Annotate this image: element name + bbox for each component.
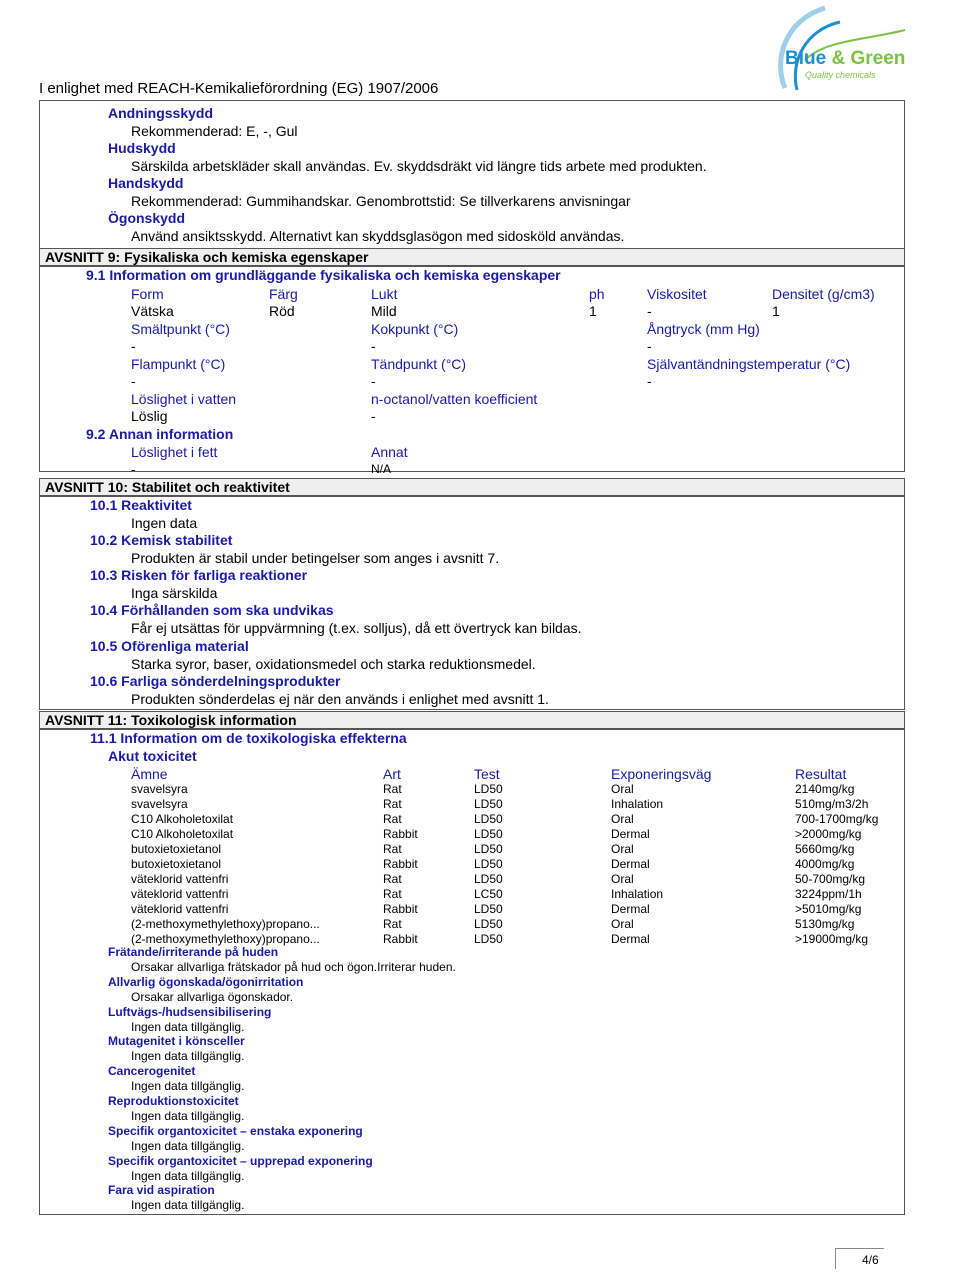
tox-cell-species: Rat xyxy=(383,887,402,901)
section-9-title: AVSNITT 9: Fysikaliska och kemiska egenskaper xyxy=(45,249,369,265)
tox-cell-result: 2140mg/kg xyxy=(795,782,855,796)
regulation-header: I enlighet med REACH-Kemikalieförordning (EG) 1907/2006 xyxy=(39,80,439,97)
tox-cell-substance: väteklorid vattenfri xyxy=(131,887,229,901)
s10-item-text: Starka syror, baser, oxidationsmedel och starka reduktionsmedel. xyxy=(131,656,536,672)
tox-cell-route: Oral xyxy=(611,782,634,796)
tox-effect-text: Ingen data tillgänglig. xyxy=(131,1109,245,1123)
logo-ampersand: & xyxy=(831,48,846,69)
tox-cell-result: 3224ppm/1h xyxy=(795,887,862,901)
s9-v-smalt: - xyxy=(131,338,136,354)
tox-effect-text: Orsakar allvarliga ögonskador. xyxy=(131,989,294,1004)
tox-cell-route: Dermal xyxy=(611,902,650,916)
tox-effect-text: Ingen data tillgänglig. xyxy=(131,1138,245,1153)
tox-cell-route: Oral xyxy=(611,917,634,931)
tox-col-route: Exponeringsväg xyxy=(611,766,712,782)
tox-cell-result: 510mg/m3/2h xyxy=(795,797,869,811)
tox-cell-route: Dermal xyxy=(611,827,650,841)
tox-cell-route: Inhalation xyxy=(611,887,664,901)
tox-effect-title: Cancerogenitet xyxy=(108,1064,196,1079)
s9-h-kok: Kokpunkt (°C) xyxy=(371,321,459,337)
s9-h-angtryck: Ångtryck (mm Hg) xyxy=(647,321,760,337)
tox-cell-test: LD50 xyxy=(474,797,503,811)
tox-cell-route: Inhalation xyxy=(611,797,664,811)
tox-effect-text: Ingen data tillgänglig. xyxy=(131,1198,245,1213)
s9-h-ph: ph xyxy=(589,286,605,302)
logo-subtitle: Quality chemicals xyxy=(805,70,876,80)
tox-effect-title: Reproduktionstoxicitet xyxy=(108,1094,239,1108)
tox-cell-species: Rat xyxy=(383,917,402,931)
s9-h-sjalv: Självantändningstemperatur (°C) xyxy=(647,356,851,372)
tox-cell-species: Rat xyxy=(383,872,402,886)
tox-cell-substance: C10 Alkoholetoxilat xyxy=(131,827,234,841)
s9-v-oct: - xyxy=(371,408,376,424)
tox-effect-text: Orsakar allvarliga frätskador på hud och ögon.Irriterar huden. xyxy=(131,960,456,974)
s10-item-title: 10.1 Reaktivitet xyxy=(90,497,192,513)
tox-cell-result: 700-1700mg/kg xyxy=(795,812,879,826)
s10-item-text: Produkten sönderdelas ej när den används i enlighet med avsnitt 1. xyxy=(131,691,549,707)
s10-item-title: 10.4 Förhållanden som ska undvikas xyxy=(90,602,334,618)
tox-effect-title: Luftvägs-/hudsensibilisering xyxy=(108,1004,272,1019)
tox-effect-title: Allvarlig ögonskada/ögonirritation xyxy=(108,974,304,989)
tox-col-species: Art xyxy=(383,766,401,782)
s10-item-title: 10.5 Oförenliga material xyxy=(90,638,249,654)
tox-cell-route: Dermal xyxy=(611,932,650,946)
tox-cell-substance: butoxietoxietanol xyxy=(131,842,222,856)
eye-title: Ögonskydd xyxy=(108,210,186,226)
s9-v-farg: Röd xyxy=(269,303,295,319)
tox-cell-species: Rabbit xyxy=(383,827,418,841)
s9-v-dens: 1 xyxy=(772,303,780,319)
tox-cell-test: LC50 xyxy=(474,887,503,901)
s11-sub: 11.1 Information om de toxikologiska effekterna xyxy=(90,730,407,746)
logo-word-green: Green xyxy=(850,48,906,69)
tox-cell-route: Dermal xyxy=(611,857,650,871)
s9-v-lukt: Mild xyxy=(371,303,397,319)
tox-cell-test: LD50 xyxy=(474,932,503,946)
tox-effect-title: Frätande/irriterande på huden xyxy=(108,945,279,959)
s9-h-fett: Löslighet i fett xyxy=(131,444,218,460)
tox-cell-substance: (2-methoxymethylethoxy)propano... xyxy=(131,932,320,946)
s10-item-text: Får ej utsättas för uppvärmning (t.ex. solljus), då ett övertryck kan bildas. xyxy=(131,620,582,636)
tox-cell-route: Oral xyxy=(611,842,634,856)
tox-effect-text: Ingen data tillgänglig. xyxy=(131,1079,245,1094)
tox-cell-result: 50-700mg/kg xyxy=(795,872,866,886)
tox-effect-title: Mutagenitet i könsceller xyxy=(108,1034,245,1049)
company-logo xyxy=(765,0,925,95)
tox-cell-species: Rat xyxy=(383,782,402,796)
tox-col-substance: Ämne xyxy=(131,766,168,782)
tox-cell-result: 4000mg/kg xyxy=(795,857,855,871)
section-11-title: AVSNITT 11: Toxikologisk information xyxy=(45,712,297,728)
skin-title: Hudskydd xyxy=(108,140,176,156)
page-number: 4/6 xyxy=(862,1253,879,1267)
tox-cell-substance: C10 Alkoholetoxilat xyxy=(131,812,234,826)
tox-effect-title: Fara vid aspiration xyxy=(108,1183,215,1198)
tox-cell-route: Oral xyxy=(611,872,634,886)
tox-cell-test: LD50 xyxy=(474,872,503,886)
s10-item-text: Ingen data xyxy=(131,515,198,531)
tox-cell-substance: väteklorid vattenfri xyxy=(131,902,229,916)
s9-h-lukt: Lukt xyxy=(371,286,398,302)
s9-h-visk: Viskositet xyxy=(647,286,707,302)
breath-title: Andningsskydd xyxy=(108,105,214,121)
s9-v-kok: - xyxy=(371,338,376,354)
tox-cell-result: 5660mg/kg xyxy=(795,842,855,856)
s10-item-title: 10.6 Farliga sönderdelningsprodukter xyxy=(90,673,341,689)
s9-v-sjalv: - xyxy=(647,373,652,389)
tox-cell-substance: (2-methoxymethylethoxy)propano... xyxy=(131,917,320,931)
s10-item-text: Produkten är stabil under betingelser som anges i avsnitt 7. xyxy=(131,550,500,566)
hand-title: Handskydd xyxy=(108,175,184,191)
tox-cell-result: 5130mg/kg xyxy=(795,917,855,931)
logo-word-blue: Blue xyxy=(785,48,827,69)
tox-effect-title: Specifik organtoxicitet – enstaka exponering xyxy=(108,1123,363,1138)
tox-cell-result: >5010mg/kg xyxy=(795,902,862,916)
s9-v-fett: - xyxy=(131,461,136,477)
eye-text: Använd ansiktsskydd. Alternativt kan skyddsglasögon med sidosköld användas. xyxy=(131,228,625,244)
s9-v-losl: Löslig xyxy=(131,408,168,424)
tox-cell-substance: svavelsyra xyxy=(131,797,188,811)
tox-cell-test: LD50 xyxy=(474,857,503,871)
s9-h-tand: Tändpunkt (°C) xyxy=(371,356,467,372)
s9-v-angtryck: - xyxy=(647,338,652,354)
s9-h-dens: Densitet (g/cm3) xyxy=(772,286,875,302)
tox-cell-result: >19000mg/kg xyxy=(795,932,869,946)
tox-cell-species: Rat xyxy=(383,812,402,826)
s9-h-flam: Flampunkt (°C) xyxy=(131,356,226,372)
s9-v-annat: N/A xyxy=(371,462,392,476)
s9-h-form: Form xyxy=(131,286,164,302)
s9-h-oct: n-octanol/vatten koefficient xyxy=(371,391,538,407)
s10-item-title: 10.2 Kemisk stabilitet xyxy=(90,532,233,548)
s9-sub1: 9.1 Information om grundläggande fysikaliska och kemiska egenskaper xyxy=(86,267,561,283)
tox-cell-species: Rat xyxy=(383,797,402,811)
tox-cell-test: LD50 xyxy=(474,842,503,856)
s9-v-form: Vätska xyxy=(131,303,174,319)
tox-cell-result: >2000mg/kg xyxy=(795,827,862,841)
tox-cell-test: LD50 xyxy=(474,902,503,916)
s9-h-annat: Annat xyxy=(371,444,408,460)
s10-item-text: Inga särskilda xyxy=(131,585,218,601)
s9-v-visk: - xyxy=(647,303,652,319)
tox-cell-test: LD50 xyxy=(474,917,503,931)
tox-cell-test: LD50 xyxy=(474,812,503,826)
s9-v-tand: - xyxy=(371,373,376,389)
s9-h-farg: Färg xyxy=(269,286,298,302)
hand-text: Rekommenderad: Gummihandskar. Genombrottstid: Se tillverkarens anvisningar xyxy=(131,193,631,209)
tox-cell-test: LD50 xyxy=(474,827,503,841)
tox-cell-species: Rabbit xyxy=(383,857,418,871)
tox-col-test: Test xyxy=(474,766,500,782)
tox-cell-route: Oral xyxy=(611,812,634,826)
tox-cell-species: Rat xyxy=(383,842,402,856)
section-10-title: AVSNITT 10: Stabilitet och reaktivitet xyxy=(45,479,290,495)
s11-acute-title: Akut toxicitet xyxy=(108,748,197,764)
s9-h-losl: Löslighet i vatten xyxy=(131,391,237,407)
skin-text: Särskilda arbetskläder skall användas. Ev. skyddsdräkt vid längre tids arbete med produkten. xyxy=(131,158,707,174)
tox-effect-text: Ingen data tillgänglig. xyxy=(131,1019,245,1034)
tox-effect-title: Specifik organtoxicitet – upprepad exponering xyxy=(108,1153,373,1168)
s10-item-title: 10.3 Risken för farliga reaktioner xyxy=(90,567,308,583)
tox-cell-substance: väteklorid vattenfri xyxy=(131,872,229,886)
tox-cell-species: Rabbit xyxy=(383,932,418,946)
s9-sub2: 9.2 Annan information xyxy=(86,426,234,442)
tox-cell-substance: butoxietoxietanol xyxy=(131,857,222,871)
tox-cell-species: Rabbit xyxy=(383,902,418,916)
breath-text: Rekommenderad: E, -, Gul xyxy=(131,123,298,139)
tox-cell-test: LD50 xyxy=(474,782,503,796)
tox-cell-substance: svavelsyra xyxy=(131,782,188,796)
tox-col-result: Resultat xyxy=(795,766,847,782)
s9-v-flam: - xyxy=(131,373,136,389)
tox-effect-text: Ingen data tillgänglig. xyxy=(131,1168,245,1183)
tox-effect-text: Ingen data tillgänglig. xyxy=(131,1049,245,1064)
s9-v-ph: 1 xyxy=(589,303,597,319)
s9-h-smalt: Smältpunkt (°C) xyxy=(131,321,230,337)
